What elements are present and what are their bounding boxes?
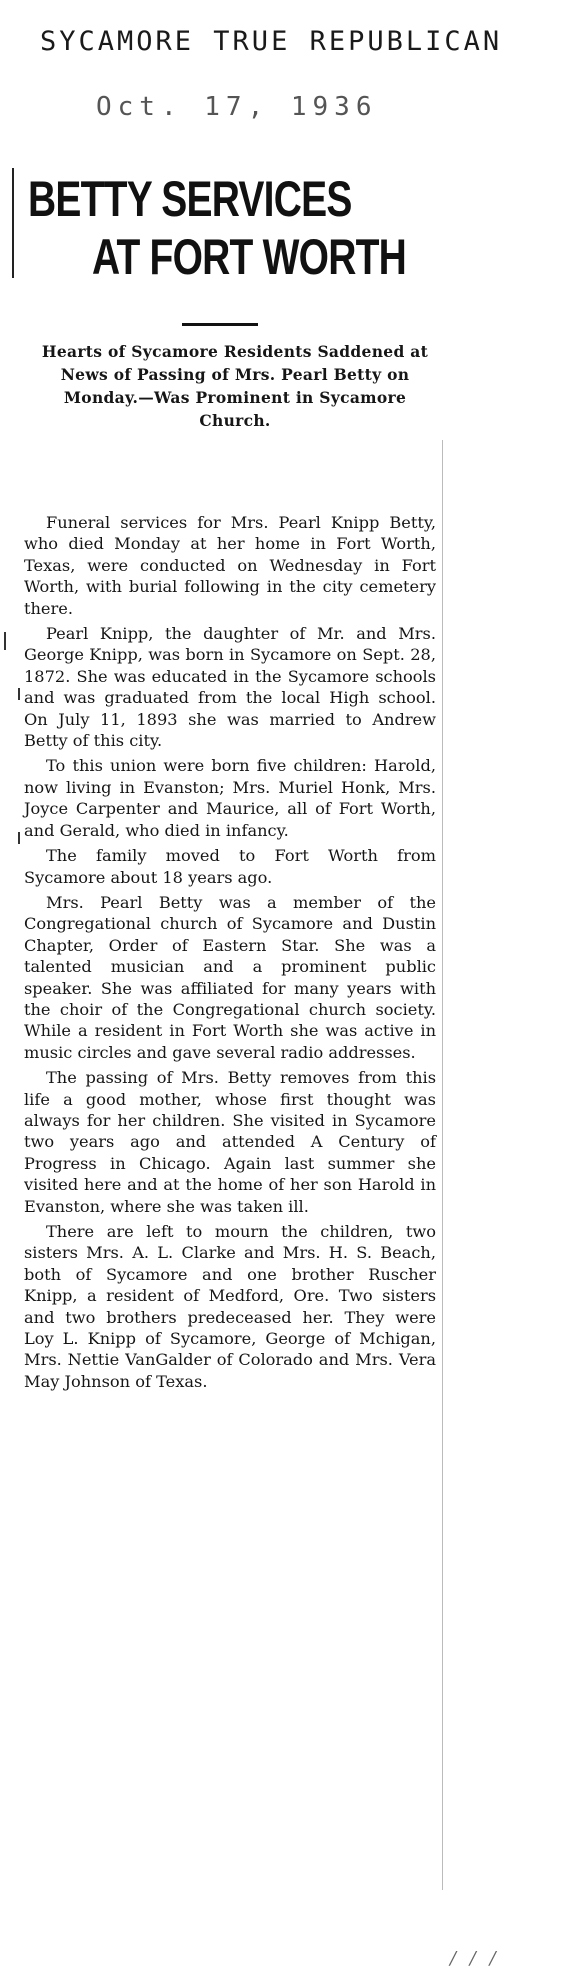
paragraph-survivors: There are left to mourn the children, two sisters Mrs. A. L. Clarke and Mrs. H. S. Beach, both of Sycamore and one brother Ruscher Knipp, a resident of Medford, Ore. Two sisters and two brothers predeceased her. They were Loy L. Knipp of Sycamore, George of Mchigan, Mrs. Nettie VanGalder of Colorado and Mrs. Vera May Johnson of Texas. [24,1222,436,1391]
paragraph-children: To this union were born five children: Harold, now living in Evanston; Mrs. Muriel Honk, Mrs. Joyce Carpenter and Maurice, all of Fort Worth, and Gerald, who died in infancy. [24,756,436,840]
article-subhead: Hearts of Sycamore Residents Saddened at News of Passing of Mrs. Pearl Betty on Monday.—Was Prominent in Sycamore Church. [41,342,429,430]
paragraph-move: The family moved to Fort Worth from Sycamore about 18 years ago. [24,846,436,887]
page-mark: / / / [450,1948,500,1969]
newspaper-masthead: SYCAMORE TRUE REPUBLICAN [40,26,503,57]
paragraph-church: Mrs. Pearl Betty was a member of the Congregational church of Sycamore and Dustin Chapter, Order of Eastern Star. She was a talented musician and a prominent public speaker. She was affiliated for many years with the choir of the Congregational church society. While a resident in Fort Worth she was active in music circles and gave several radio addresses. [24,892,436,1062]
headline-divider [182,323,258,326]
headline-line-1: BETTY SERVICES [28,171,352,227]
article-body [24,512,436,1396]
paragraph-funeral: Funeral services for Mrs. Pearl Knipp Betty, who died Monday at her home in Fort Worth, Texas, were conducted on Wednesday in Fort Worth, with burial following in the city cemetery there. [24,513,436,618]
clipping-edge-left [12,168,14,278]
article-headline [28,170,406,286]
paragraph-biography: Pearl Knipp, the daughter of Mr. and Mrs. George Knipp, was born in Sycamore on Sept. 28, 1872. She was educated in the Sycamore schools and was graduated from the local High school. On July 11, 1893 she was married to Andrew Betty of this city. [24,624,436,751]
scan-mark [18,688,20,700]
scan-mark [18,832,20,844]
headline-line-2: AT FORT WORTH [91,229,407,285]
scan-mark [4,632,6,650]
paragraph-passing: The passing of Mrs. Betty removes from this life a good mother, whose first thought was always for her children. She visited in Sycamore two years ago and attended A Century of Progress in Chicago. Again last summer she visited here and at the home of her son Harold in Evanston, where she was taken ill. [24,1068,436,1216]
date-stamp: Oct. 17, 1936 [96,92,378,122]
clipping-edge-right [442,440,443,1890]
